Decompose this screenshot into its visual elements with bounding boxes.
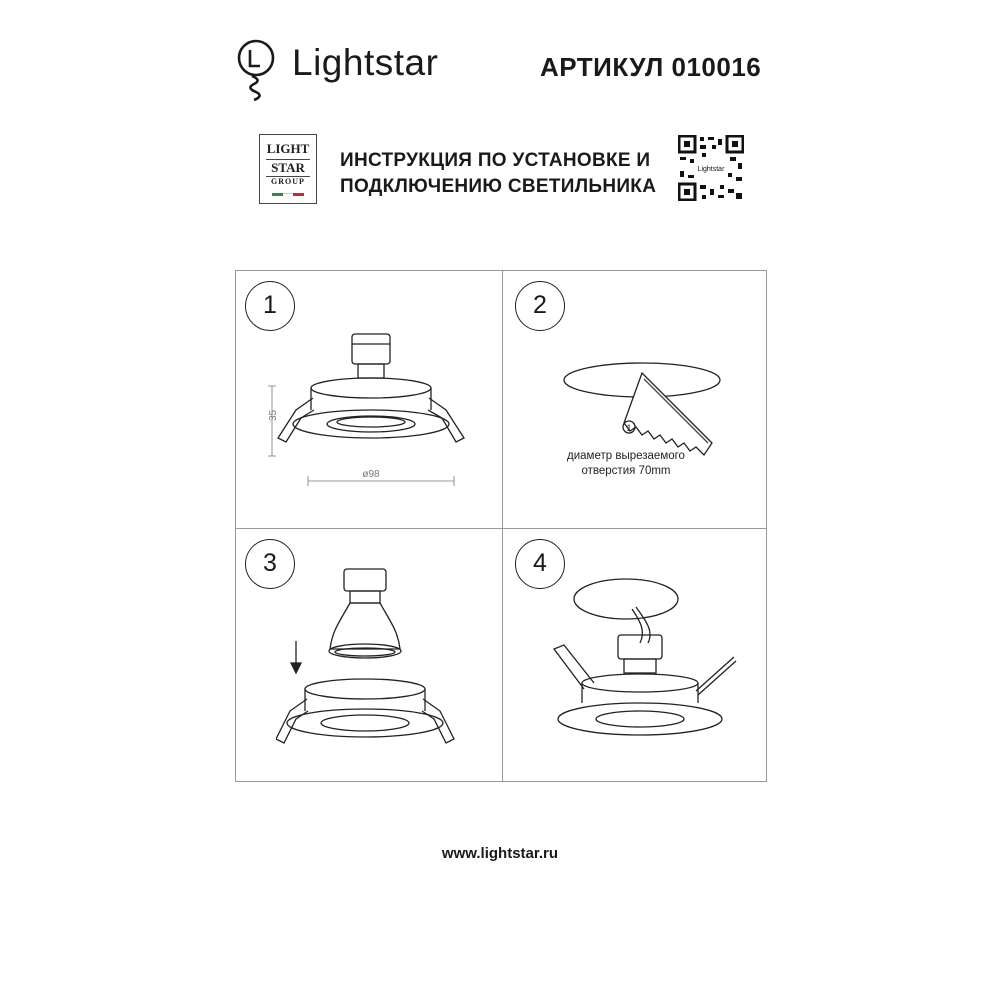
qr-label: Lightstar xyxy=(697,166,725,173)
lightstar-group-logo xyxy=(259,134,317,204)
group-logo-line1: LIGHT xyxy=(266,141,310,156)
step-1-number: 1 xyxy=(245,281,295,331)
step-2-caption-line2: отверстия 70mm xyxy=(581,465,671,477)
step-3-number: 3 xyxy=(245,539,295,589)
step-1-height-label: 35 xyxy=(268,409,279,421)
article-number: АРТИКУЛ 010016 xyxy=(540,52,762,82)
grid-divider-horizontal xyxy=(236,528,766,529)
step-2-caption xyxy=(541,449,711,479)
website-link[interactable]: www.lightstar.ru xyxy=(441,845,559,862)
italian-flag-stripe xyxy=(272,193,304,196)
step-3-lamp-insertion-illustration xyxy=(276,561,496,761)
step-4-number: 4 xyxy=(515,539,565,589)
step-2-marker: 1 xyxy=(626,423,632,433)
grid-divider-vertical xyxy=(502,271,503,781)
group-logo-line2: STAR xyxy=(266,159,310,177)
step-4-mounting-illustration xyxy=(536,571,761,771)
step-2-number: 2 xyxy=(515,281,565,331)
instruction-grid xyxy=(235,270,767,782)
brand-name: Lightstar xyxy=(292,42,439,83)
instruction-title-line1: ИНСТРУКЦИЯ ПО УСТАНОВКЕ И xyxy=(340,150,651,171)
step-2-caption-line1: диаметр вырезаемого xyxy=(567,450,685,462)
group-logo-line3: GROUP xyxy=(271,177,305,186)
step-1-diameter-label: ø98 xyxy=(362,469,380,480)
step-1-fixture-dimensions-illustration xyxy=(256,326,496,496)
instruction-title-line2: ПОДКЛЮЧЕНИЮ СВЕТИЛЬНИКА xyxy=(340,176,657,197)
qr-code[interactable] xyxy=(678,135,744,201)
